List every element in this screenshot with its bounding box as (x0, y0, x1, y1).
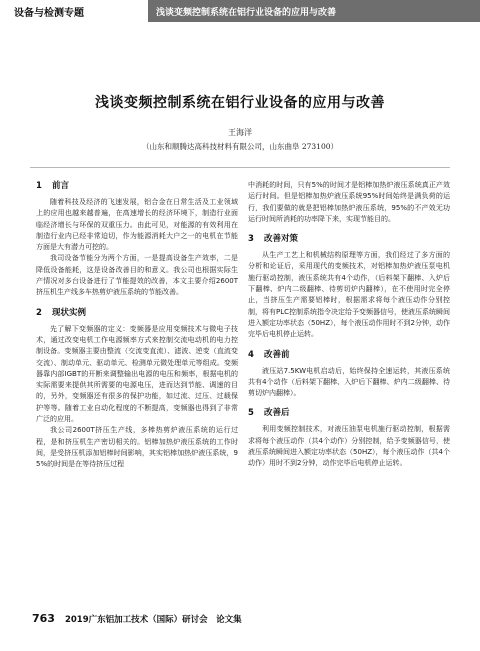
right-column (248, 180, 450, 470)
running-title-bar: 浅谈变频控制系统在铝行业设备的应用与改善 (148, 0, 480, 22)
article-author: 王海洋 (228, 128, 252, 137)
section-5 (248, 407, 450, 469)
section-heading (248, 407, 450, 419)
section-2 (36, 307, 238, 471)
journal-section-label: 设备与检测专题 (14, 7, 84, 19)
paragraph-continued: 中消耗的时间，只有5%的时间才是铝棒加热炉液压系统真正产效运行时间。但是铝棒加热炉液压系统95%时间始终是满负荷的运行，我们要做的就是把铝棒加热炉液压系统，95%的不产效无功运行时间所消耗的功率降下来，实现节能目的。 (248, 181, 450, 223)
section-number: 3 (248, 234, 254, 245)
section-title: 前言 (52, 181, 70, 191)
section-title: 改善前 (264, 349, 290, 360)
paragraph: 从生产工艺上和机械结构原理等方面，我们经过了多方面的分析和论证后，采用现代的变频技术，对铝棒加热炉液压泵电机施行驱动控制，液压系统共有4个动作，（后料架下翻棒、入炉后下翻棒、炉内二级翻棒、待剪切炉内翻棒），在不使用时完全停止，当挤压生产需要铝棒时，根据需求将每个液压动作分别控制，将有PLC控制系统指令决定给予变频器信号，使液压系统瞬间进入额定功率状态（50HZ），每个液压动作用时不到2分钟，动作完毕后电机停止运转。 (248, 251, 451, 339)
section-4 (248, 349, 450, 400)
paragraph: 我司设备节能分为两个方面，一是提高设备生产效率，二是降低设备能耗，这是设备改善目的和意义。我公司也根据实际生产情况对多台设备进行了节能提效的改善，本文主要介绍2600T挤压机生产线多车热剪炉液压系统的节能改善。 (36, 254, 238, 297)
section-1 (36, 180, 238, 299)
section-3 (248, 233, 450, 340)
section-number: 2 (36, 307, 42, 318)
page-number: 763 (32, 612, 55, 625)
section-heading (36, 307, 238, 319)
section-number: 5 (248, 408, 254, 419)
section-number: 4 (248, 349, 254, 360)
paragraph: 利用变频控制技术，对液压油泵电机施行驱动控制，根据需求将每个液压动作（共4个动作）分别控制，给予变频器信号，使液压系统瞬间进入额定功率状态（50HZ），每个液压动作（共4个动作）用时不到2分钟，动作完毕后电机停止运转。 (248, 425, 450, 468)
article-title: 浅谈变频控制系统在铝行业设备的应用与改善 (95, 95, 385, 111)
author-affiliation: （山东和顺腾达高科技材料有限公司，山东曲阜 273100） (141, 142, 338, 151)
conference-name: 2019广东铝加工技术（国际）研讨会 论文集 (64, 615, 242, 625)
page-footer (32, 612, 452, 625)
paragraph: 液压站7.5KW电机启动后，始终保持全速运转，其液压系统共有4个动作（后料架下翻棒、入炉后下翻棒、炉内二级翻棒、待剪切炉内翻棒）。 (248, 366, 450, 398)
section-heading (248, 349, 450, 361)
section-number: 1 (36, 181, 42, 191)
section-title: 改善对策 (264, 234, 299, 245)
section-heading (36, 180, 238, 192)
paragraph: 先了解下变频器的定义：变频器是应用变频技术与微电子技术，通过改变电机工作电源频率方式来控制交流电动机的电力控制设备。变频器主要由整流（交流变直流）、滤波、逆变（直流变交流）、制动单元、驱动单元、检测单元微处理单元等组成。变频器靠内部IGBT的开断来调整输出电源的电压和频率，根据电机的实际需要来提供其所需要的电源电压，进而达到节能、调速的目的，另外，变频器还有很多的保护功能，如过流、过压、过载保护等等。随着工业自动化程度的不断提高，变频器也得到了非常广泛的应用。 (36, 324, 238, 424)
section-title: 改善后 (264, 408, 290, 419)
paragraph: 我公司2600T挤压生产线，多棒热剪炉液压系统的运行过程，是和挤压机生产密切相关的。铝棒加热炉液压系统的工作时间，是受挤压机添加铝棒时间影响，其实铝棒加热炉液压系统，95%的时间是在等待挤压过程 (36, 426, 238, 469)
header-divider (30, 167, 450, 168)
left-column (36, 180, 238, 471)
paragraph: 随着科技及经济的飞速发展，铝合金在日常生活及工业领域上的应用也越来越普遍，在高速增长的经济环境下，制造行业面临经济增长与环保的双重压力。由此可见，对能源的有效利用在制造行业内已经非常迫切，作为能源消耗大户之一的电机在节能方面是大有潜力可挖的。 (36, 198, 238, 252)
section-heading (248, 233, 450, 245)
page-header (0, 0, 480, 22)
section-title: 现状实例 (52, 307, 87, 318)
